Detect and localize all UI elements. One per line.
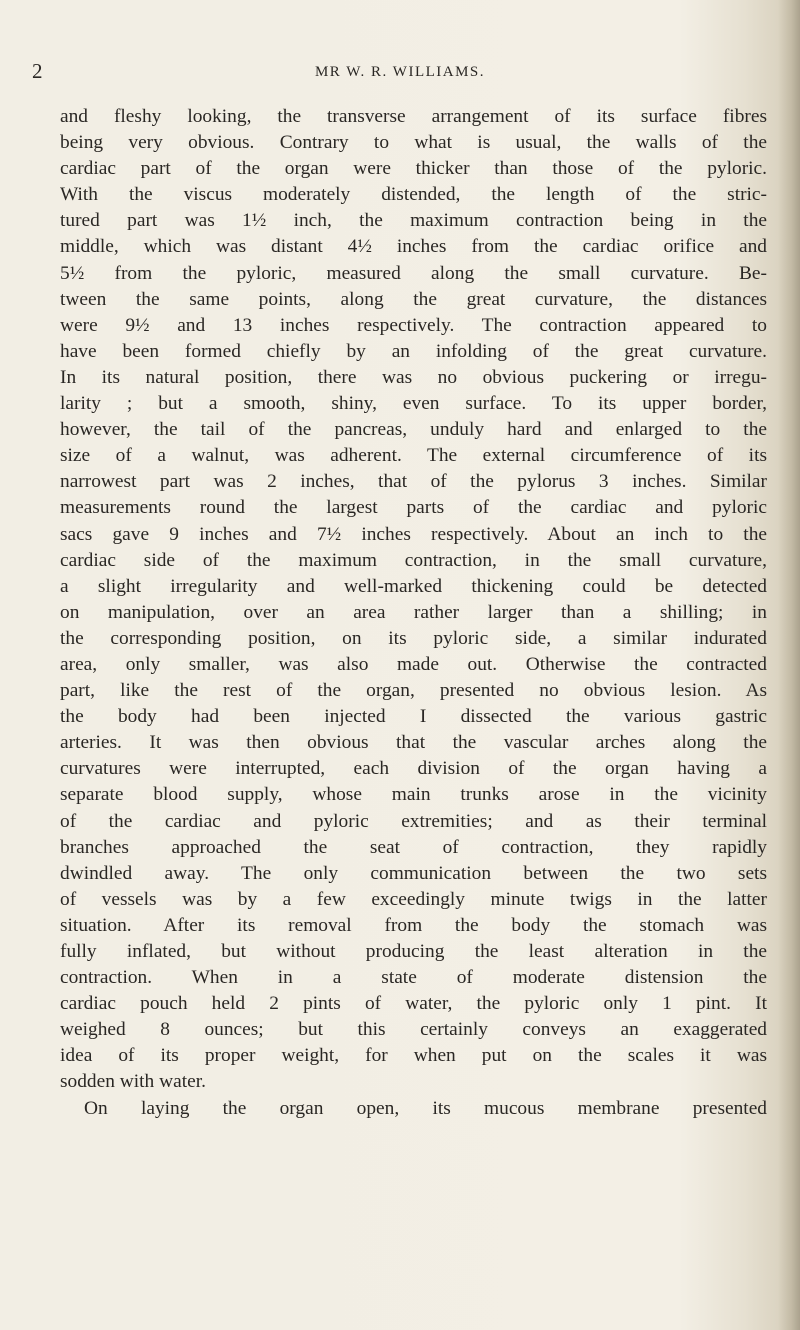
text-line: the body had been injected I dissected the various gastric — [60, 706, 767, 728]
text-line: sodden with water. — [60, 1071, 206, 1093]
running-title: MR W. R. WILLIAMS. — [314, 64, 486, 80]
running-head — [0, 57, 800, 87]
text-line: measurements round the largest parts of the cardiac and pyloric — [60, 497, 767, 519]
text-line: and fleshy looking, the transverse arrangement of its surface fibres — [60, 106, 767, 127]
text-line: however, the tail of the pancreas, unduly hard and enlarged to the — [60, 419, 767, 441]
text-line: 5½ from the pyloric, measured along the small curvature. Be- — [60, 262, 767, 284]
text-line: sacs gave 9 inches and 7½ inches respectively. About an inch to the — [60, 523, 767, 545]
text-line: fully inflated, but without producing the least alteration in the — [60, 941, 767, 962]
text-line: idea of its proper weight, for when put on the scales it was — [60, 1045, 767, 1067]
text-line: part, like the rest of the organ, presented no obvious lesion. As — [60, 680, 767, 702]
text-line: tured part was 1½ inch, the maximum contraction being in the — [60, 210, 767, 232]
page-edge-shadow — [778, 0, 800, 1330]
text-line: weighed 8 ounces; but this certainly conveys an exaggerated — [60, 1019, 767, 1041]
paragraph-start-line: On laying the organ open, its mucous membrane presented — [84, 1097, 767, 1119]
text-line: a slight irregularity and well-marked thickening could be detected — [60, 575, 767, 597]
text-line: arteries. It was then obvious that the vascular arches along the — [60, 732, 767, 754]
page-number: 2 — [32, 59, 43, 83]
text-line: situation. After its removal from the body the stomach was — [60, 914, 767, 936]
text-line: cardiac part of the organ were thicker than those of the pyloric. — [60, 158, 767, 180]
body-text — [60, 104, 767, 1122]
text-line: cardiac pouch held 2 pints of water, the pyloric only 1 pint. It — [60, 993, 767, 1015]
text-line: narrowest part was 2 inches, that of the pylorus 3 inches. Similar — [60, 471, 767, 493]
text-line: on manipulation, over an area rather larger than a shilling; in — [60, 601, 767, 623]
text-line: were 9½ and 13 inches respectively. The contraction appeared to — [60, 314, 767, 336]
text-line: larity ; but a smooth, shiny, even surface. To its upper border, — [60, 393, 767, 415]
text-line: branches approached the seat of contraction, they rapidly — [60, 836, 767, 858]
text-line: cardiac side of the maximum contraction, in the small curvature, — [60, 549, 767, 571]
text-line: size of a walnut, was adherent. The external circumference of its — [60, 445, 767, 467]
text-line: have been formed chiefly by an infolding of the great curvature. — [60, 340, 767, 362]
text-line: the corresponding position, on its pyloric side, a similar indurated — [60, 627, 767, 649]
text-line: In its natural position, there was no obvious puckering or irregu- — [60, 366, 767, 388]
text-line: being very obvious. Contrary to what is usual, the walls of the — [60, 132, 767, 154]
text-line: of vessels was by a few exceedingly minute twigs in the latter — [60, 888, 767, 910]
text-line: area, only smaller, was also made out. Otherwise the contracted — [60, 653, 767, 675]
text-line: With the viscus moderately distended, the length of the stric- — [60, 184, 767, 206]
text-line: tween the same points, along the great curvature, the distances — [60, 288, 767, 310]
text-line: curvatures were interrupted, each division of the organ having a — [60, 758, 767, 780]
text-line: dwindled away. The only communication between the two sets — [60, 862, 767, 884]
text-line: separate blood supply, whose main trunks arose in the vicinity — [60, 784, 767, 806]
text-line: middle, which was distant 4½ inches from the cardiac orifice and — [60, 236, 767, 258]
text-line: of the cardiac and pyloric extremities; and as their terminal — [60, 810, 767, 832]
text-line: contraction. When in a state of moderate distension the — [60, 967, 767, 989]
